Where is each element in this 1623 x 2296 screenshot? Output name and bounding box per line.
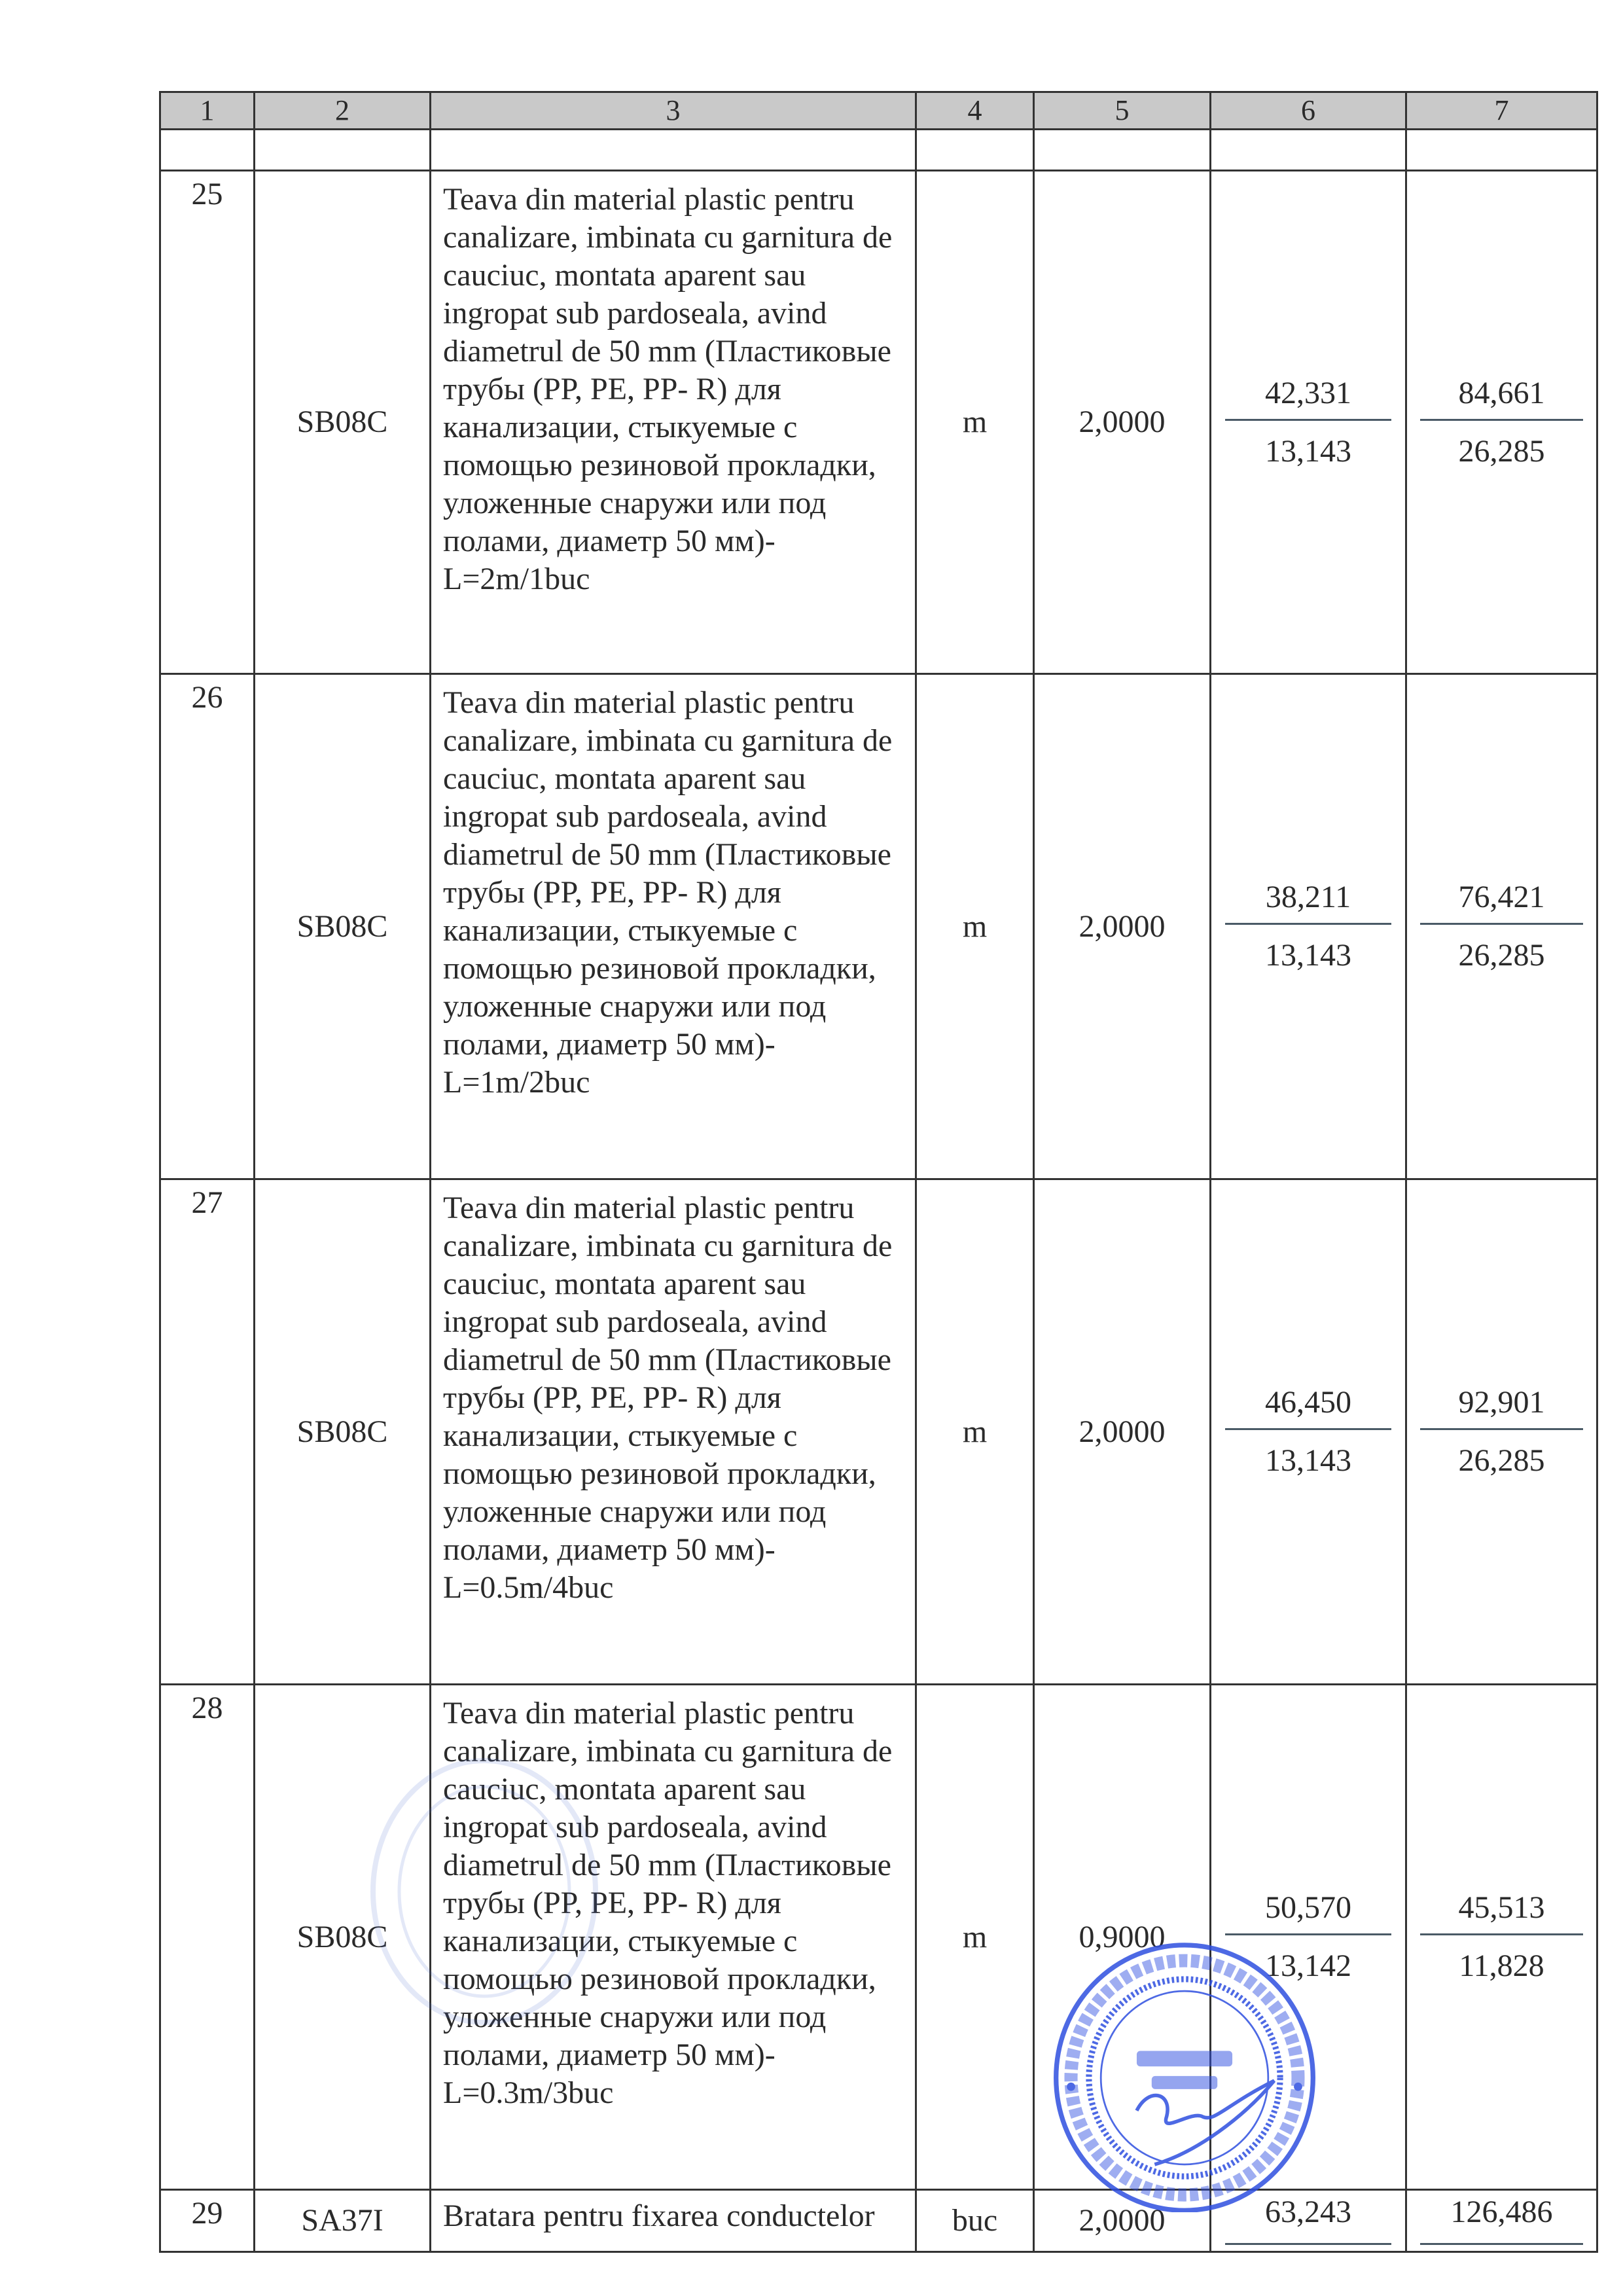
quantity: 2,0000	[1034, 2190, 1211, 2252]
total	[1406, 1685, 1597, 2190]
column-number-header	[160, 92, 1597, 130]
total-top: 45,513	[1458, 1890, 1545, 1925]
quantity: 0,9000	[1034, 1685, 1211, 2190]
resource-code: SB08C	[255, 171, 431, 674]
table-row	[160, 171, 1597, 674]
table-row	[160, 674, 1597, 1179]
unit: m	[916, 1685, 1034, 2190]
resource-code: SB08C	[255, 674, 431, 1179]
price-bottom: 13,143	[1265, 938, 1351, 973]
fraction-line	[1225, 2243, 1392, 2245]
item-description: Teava din material plastic pentru canalizare, imbinata cu garnitura de cauciuc, montata aparent sau ingropat sub pardoseala, avind diametrul de 50 mm (Пластиковые трубы (PP, PE, PP- R) для канализации, стыкуемые с помощью резиновой прокладки, уложенные снаружи или под полами, диаметр 50 мм)- L=0.3m/3buc	[431, 1685, 916, 2190]
header-cell: 6	[1211, 92, 1406, 130]
total	[1406, 674, 1597, 1179]
header-cell: 2	[255, 92, 431, 130]
row-number: 28	[160, 1685, 255, 2190]
header-cell: 5	[1034, 92, 1211, 130]
price-bottom: 13,143	[1265, 433, 1351, 469]
price-top: 50,570	[1265, 1890, 1351, 1925]
total	[1406, 171, 1597, 674]
table-row	[160, 2190, 1597, 2252]
quantity: 2,0000	[1034, 171, 1211, 674]
quantity: 2,0000	[1034, 1179, 1211, 1685]
fraction-line	[1420, 2243, 1583, 2245]
unit-price	[1211, 171, 1406, 674]
unit-price	[1211, 1685, 1406, 2190]
row-number: 29	[160, 2190, 255, 2252]
unit: m	[916, 1179, 1034, 1685]
row-number: 27	[160, 1179, 255, 1685]
unit-price	[1211, 2190, 1406, 2252]
item-description: Teava din material plastic pentru canalizare, imbinata cu garnitura de cauciuc, montata aparent sau ingropat sub pardoseala, avind diametrul de 50 mm (Пластиковые трубы (PP, PE, PP- R) для канализации, стыкуемые с помощью резиновой прокладки, уложенные снаружи или под полами, диаметр 50 мм)- L=1m/2buc	[431, 674, 916, 1179]
item-description: Teava din material plastic pentru canalizare, imbinata cu garnitura de cauciuc, montata aparent sau ingropat sub pardoseala, avind diametrul de 50 mm (Пластиковые трубы (PP, PE, PP- R) для канализации, стыкуемые с помощью резиновой прокладки, уложенные снаружи или под полами, диаметр 50 мм)- L=0.5m/4buc	[431, 1179, 916, 1685]
total-bottom: 26,285	[1458, 938, 1545, 973]
price-top: 38,211	[1265, 880, 1351, 914]
price-bottom: 13,143	[1265, 1443, 1351, 1478]
row-number: 25	[160, 171, 255, 674]
total-bottom: 26,285	[1458, 1443, 1545, 1478]
resource-code: SB08C	[255, 1685, 431, 2190]
total-top: 92,901	[1458, 1385, 1545, 1420]
row-number: 26	[160, 674, 255, 1179]
table-row	[160, 1685, 1597, 2190]
total	[1406, 1179, 1597, 1685]
unit: m	[916, 171, 1034, 674]
price-top: 42,331	[1265, 375, 1351, 410]
resource-code: SB08C	[255, 1179, 431, 1685]
total-bottom: 11,828	[1459, 1948, 1544, 1983]
resource-code: SA37I	[255, 2190, 431, 2252]
unit-price	[1211, 674, 1406, 1179]
header-cell: 7	[1406, 92, 1597, 130]
total-top: 84,661	[1458, 375, 1545, 410]
total-top: 126,486	[1450, 2195, 1553, 2229]
item-description: Bratara pentru fixarea conductelor	[431, 2190, 916, 2252]
price-top: 46,450	[1265, 1385, 1351, 1420]
table-row	[160, 1179, 1597, 1685]
estimate-table	[159, 91, 1598, 2253]
total	[1406, 2190, 1597, 2252]
total-top: 76,421	[1458, 880, 1545, 914]
price-bottom: 13,142	[1265, 1948, 1351, 1983]
unit-price	[1211, 1179, 1406, 1685]
spacer-row	[160, 130, 1597, 171]
price-top: 63,243	[1265, 2195, 1351, 2229]
header-cell: 3	[431, 92, 916, 130]
unit: buc	[916, 2190, 1034, 2252]
unit: m	[916, 674, 1034, 1179]
header-cell: 4	[916, 92, 1034, 130]
quantity: 2,0000	[1034, 674, 1211, 1179]
total-bottom: 26,285	[1458, 433, 1545, 469]
item-description: Teava din material plastic pentru canalizare, imbinata cu garnitura de cauciuc, montata aparent sau ingropat sub pardoseala, avind diametrul de 50 mm (Пластиковые трубы (PP, PE, PP- R) для канализации, стыкуемые с помощью резиновой прокладки, уложенные снаружи или под полами, диаметр 50 мм)- L=2m/1buc	[431, 171, 916, 674]
header-cell: 1	[160, 92, 255, 130]
